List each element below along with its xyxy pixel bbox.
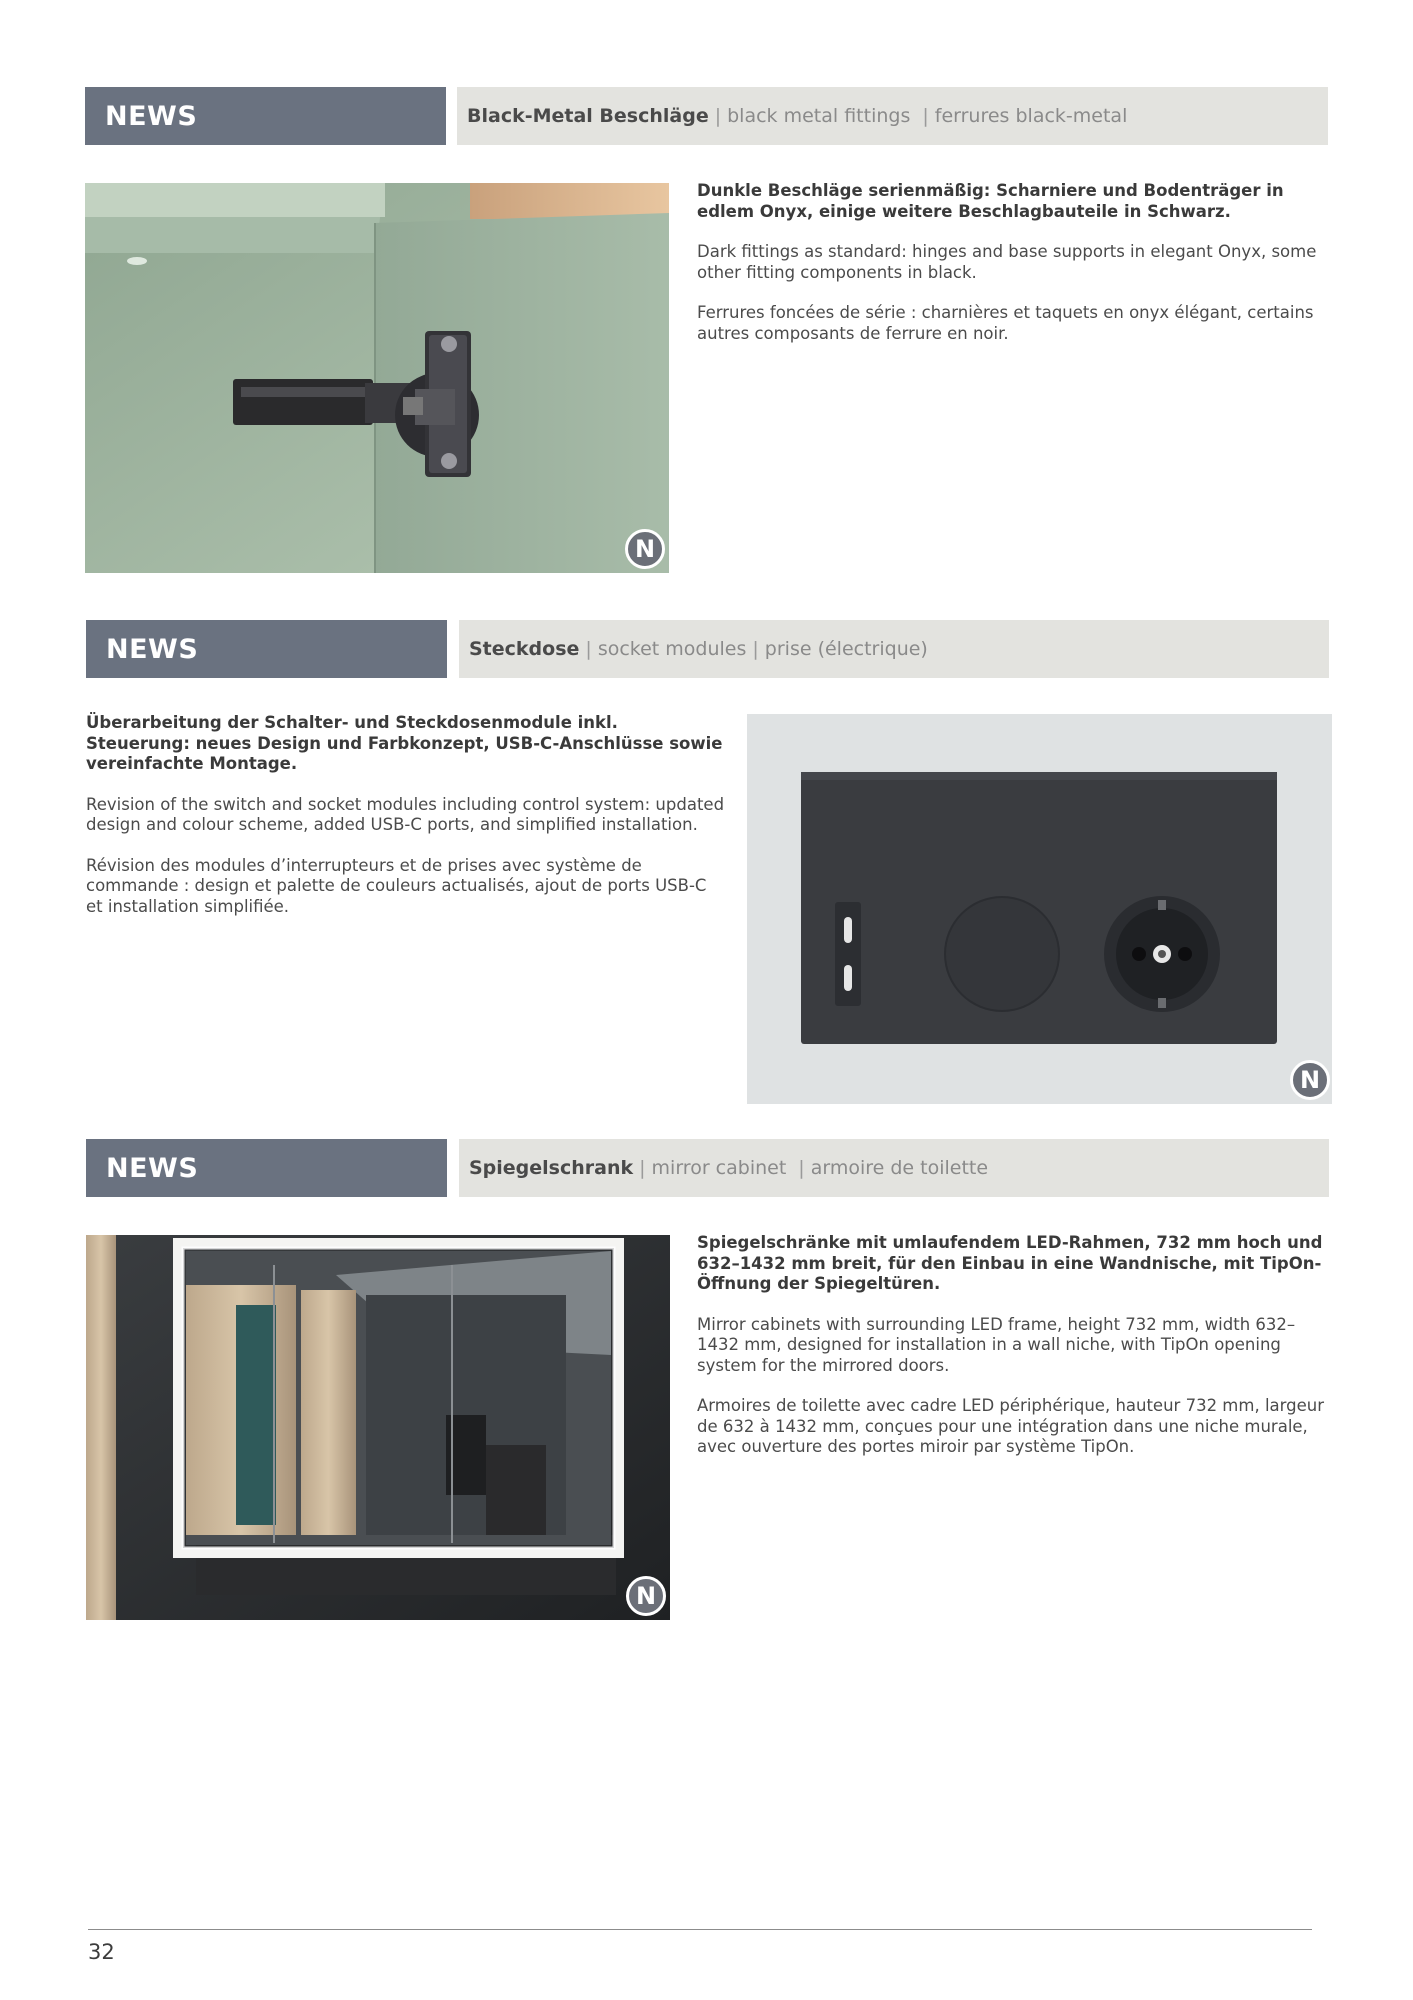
section-title-bar: Black-Metal Beschläge | black metal fittings | ferrures black-metal (457, 87, 1328, 145)
socket-photo (747, 714, 1332, 1104)
section-text (697, 181, 1327, 364)
text-fr: Armoires de toilette avec cadre LED périphérique, hauteur 732 mm, largeur de 632 à 1432 mm, conçues pour une intégration dans une niche murale, avec ouverture des portes miroir par système TipOn. (697, 1396, 1324, 1456)
news-tab (85, 87, 446, 145)
title-fr: armoire de toilette (810, 1157, 989, 1179)
news-label: NEWS (105, 100, 198, 132)
footer-divider (88, 1929, 1312, 1930)
section-text (697, 1233, 1332, 1478)
news-badge: N (625, 529, 665, 569)
text-en: Dark fittings as standard: hinges and base supports in elegant Onyx, some other fitting components in black. (697, 242, 1317, 282)
title-de: Steckdose (469, 638, 580, 660)
title-en: socket modules (597, 638, 747, 660)
section-title-bar: Steckdose | socket modules | prise (électrique) (459, 620, 1329, 678)
section-text (86, 713, 726, 937)
title-fr: prise (électrique) (764, 638, 928, 660)
news-label: NEWS (106, 1152, 199, 1184)
text-de: Spiegelschränke mit umlaufendem LED-Rahmen, 732 mm hoch und 632–1432 mm breit, für den Einbau in eine Wandnische, mit TipOn-Öffnung der Spiegeltüren. (697, 1233, 1323, 1293)
text-fr: Révision des modules d’interrupteurs et de prises avec système de commande : design et palette de couleurs actualisés, ajout de ports USB-C et installation simplifiée. (86, 855, 707, 916)
news-tab (86, 1139, 447, 1197)
news-label: NEWS (106, 633, 199, 665)
hinge-photo (85, 183, 669, 573)
title-en: mirror cabinet (651, 1157, 787, 1179)
page-number: 32 (88, 1940, 115, 1964)
news-badge: N (1290, 1060, 1330, 1100)
news-tab (86, 620, 447, 678)
title-de: Black-Metal Beschläge (467, 105, 709, 127)
section-title-bar: Spiegelschrank | mirror cabinet | armoire de toilette (459, 1139, 1329, 1197)
text-de: Dunkle Beschläge serienmäßig: Scharniere und Bodenträger in edlem Onyx, einige weitere Beschlagbauteile in Schwarz. (697, 181, 1284, 221)
title-en: black metal fittings (727, 105, 911, 127)
text-fr: Ferrures foncées de série : charnières et taquets en onyx élégant, certains autres composants de ferrure en noir. (697, 303, 1314, 343)
news-badge: N (626, 1576, 666, 1616)
title-fr: ferrures black-metal (934, 105, 1128, 127)
mirror-cabinet-photo (86, 1235, 670, 1620)
text-en: Mirror cabinets with surrounding LED frame, height 732 mm, width 632–1432 mm, designed for installation in a wall niche, with TipOn opening system for the mirrored doors. (697, 1314, 1296, 1375)
title-de: Spiegelschrank (469, 1157, 634, 1179)
text-de: Überarbeitung der Schalter- und Steckdosenmodule inkl. Steuerung: neues Design und Farbkonzept, USB-C-Anschlüsse sowie vereinfachte Montage. (86, 713, 723, 773)
text-en: Revision of the switch and socket modules including control system: updated design and colour scheme, added USB-C ports, and simplified installation. (86, 794, 725, 834)
